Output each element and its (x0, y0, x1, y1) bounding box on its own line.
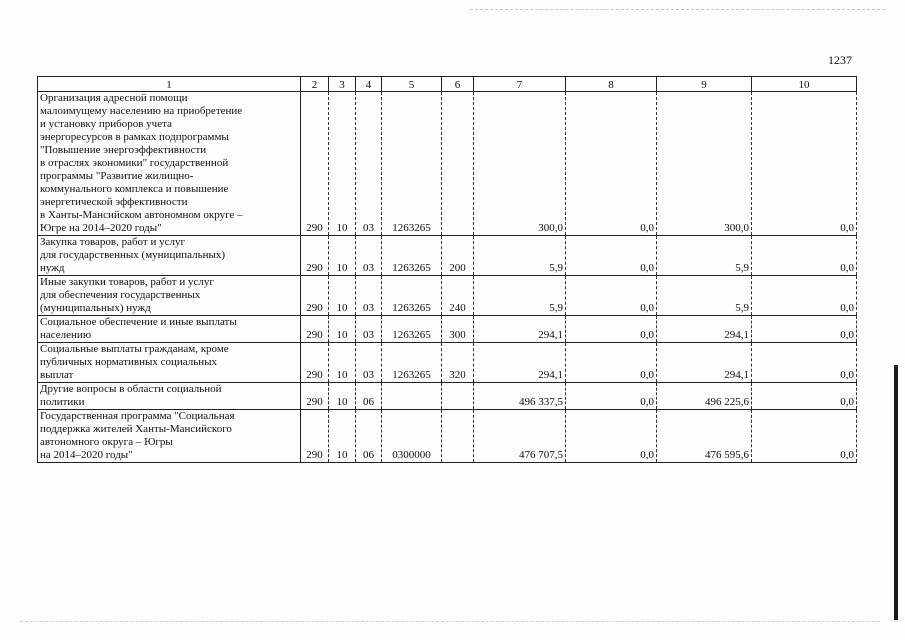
cell-amount: 496 225,6 (657, 383, 752, 410)
row-description: Социальное обеспечение и иные выплаты населению (38, 316, 301, 343)
table-row (38, 236, 857, 276)
cell-expense-type: 240 (442, 276, 474, 316)
column-header: 2 (301, 77, 329, 92)
row-description: Иные закупки товаров, работ и услуг для обеспечения государственных (муниципальных) нужд (38, 276, 301, 316)
cell-admin-code: 290 (301, 92, 329, 236)
cell-amount: 300,0 (657, 92, 752, 236)
cell-amount: 0,0 (752, 343, 857, 383)
cell-expense-type (442, 92, 474, 236)
cell-amount: 294,1 (474, 343, 566, 383)
column-header: 1 (38, 77, 301, 92)
cell-expense-type: 200 (442, 236, 474, 276)
cell-section: 10 (329, 343, 356, 383)
cell-amount: 0,0 (566, 343, 657, 383)
cell-amount: 0,0 (566, 276, 657, 316)
cell-section: 10 (329, 383, 356, 410)
cell-target-article: 1263265 (382, 236, 442, 276)
row-description: Закупка товаров, работ и услуг для государственных (муниципальных) нужд (38, 236, 301, 276)
cell-subsection: 03 (356, 343, 382, 383)
cell-amount: 300,0 (474, 92, 566, 236)
budget-table (37, 76, 857, 463)
cell-admin-code: 290 (301, 276, 329, 316)
cell-amount: 0,0 (752, 383, 857, 410)
cell-amount: 496 337,5 (474, 383, 566, 410)
cell-admin-code: 290 (301, 410, 329, 463)
cell-amount: 0,0 (566, 92, 657, 236)
cell-amount: 5,9 (657, 236, 752, 276)
column-header: 6 (442, 77, 474, 92)
cell-subsection: 03 (356, 92, 382, 236)
cell-amount: 0,0 (752, 316, 857, 343)
cell-amount: 0,0 (566, 236, 657, 276)
cell-amount: 0,0 (566, 410, 657, 463)
table-row (38, 92, 857, 236)
cell-amount: 0,0 (752, 410, 857, 463)
cell-admin-code: 290 (301, 236, 329, 276)
cell-amount: 0,0 (566, 316, 657, 343)
cell-amount: 294,1 (657, 316, 752, 343)
column-header: 3 (329, 77, 356, 92)
cell-amount: 5,9 (474, 236, 566, 276)
cell-subsection: 06 (356, 410, 382, 463)
cell-target-article (382, 383, 442, 410)
cell-subsection: 03 (356, 276, 382, 316)
row-description: Государственная программа "Социальная поддержка жителей Ханты-Мансийского автономного округа – Югры на 2014–2020 годы" (38, 410, 301, 463)
cell-target-article: 1263265 (382, 316, 442, 343)
cell-amount: 476 595,6 (657, 410, 752, 463)
cell-admin-code: 290 (301, 383, 329, 410)
table-row (38, 410, 857, 463)
cell-amount: 5,9 (657, 276, 752, 316)
cell-amount: 476 707,5 (474, 410, 566, 463)
column-header: 9 (657, 77, 752, 92)
cell-section: 10 (329, 316, 356, 343)
cell-target-article: 1263265 (382, 276, 442, 316)
cell-admin-code: 290 (301, 316, 329, 343)
cell-expense-type (442, 410, 474, 463)
cell-section: 10 (329, 276, 356, 316)
cell-amount: 0,0 (566, 383, 657, 410)
page-number: 1237 (828, 53, 852, 67)
cell-amount: 294,1 (474, 316, 566, 343)
scan-artifact-bottom (20, 621, 880, 622)
cell-target-article: 0300000 (382, 410, 442, 463)
cell-subsection: 03 (356, 316, 382, 343)
cell-target-article: 1263265 (382, 92, 442, 236)
header-row (38, 77, 857, 92)
column-header: 4 (356, 77, 382, 92)
table-row (38, 316, 857, 343)
row-description: Социальные выплаты гражданам, кроме публичных нормативных социальных выплат (38, 343, 301, 383)
table-row (38, 343, 857, 383)
cell-amount: 5,9 (474, 276, 566, 316)
column-header: 7 (474, 77, 566, 92)
cell-section: 10 (329, 236, 356, 276)
column-header: 10 (752, 77, 857, 92)
table-row (38, 276, 857, 316)
row-description: Другие вопросы в области социальной политики (38, 383, 301, 410)
cell-expense-type: 300 (442, 316, 474, 343)
cell-expense-type (442, 383, 474, 410)
scan-artifact-top (470, 9, 885, 10)
row-description: Организация адресной помощи малоимущему населению на приобретение и установку приборов учета энергоресурсов в рамках подпрограммы "Повышение энергоэффективности в отраслях экономики" государственной программы "Развитие жилищно- коммунального комплекса и повышение энергетической эффективности в Ханты-Мансийском автономном округе – Югре на 2014–2020 годы" (38, 92, 301, 236)
cell-amount: 294,1 (657, 343, 752, 383)
cell-amount: 0,0 (752, 276, 857, 316)
cell-amount: 0,0 (752, 92, 857, 236)
column-header: 5 (382, 77, 442, 92)
cell-subsection: 03 (356, 236, 382, 276)
column-header: 8 (566, 77, 657, 92)
scan-artifact-edge (894, 365, 898, 620)
cell-admin-code: 290 (301, 343, 329, 383)
cell-section: 10 (329, 92, 356, 236)
cell-subsection: 06 (356, 383, 382, 410)
cell-section: 10 (329, 410, 356, 463)
cell-expense-type: 320 (442, 343, 474, 383)
cell-amount: 0,0 (752, 236, 857, 276)
cell-target-article: 1263265 (382, 343, 442, 383)
table-row (38, 383, 857, 410)
